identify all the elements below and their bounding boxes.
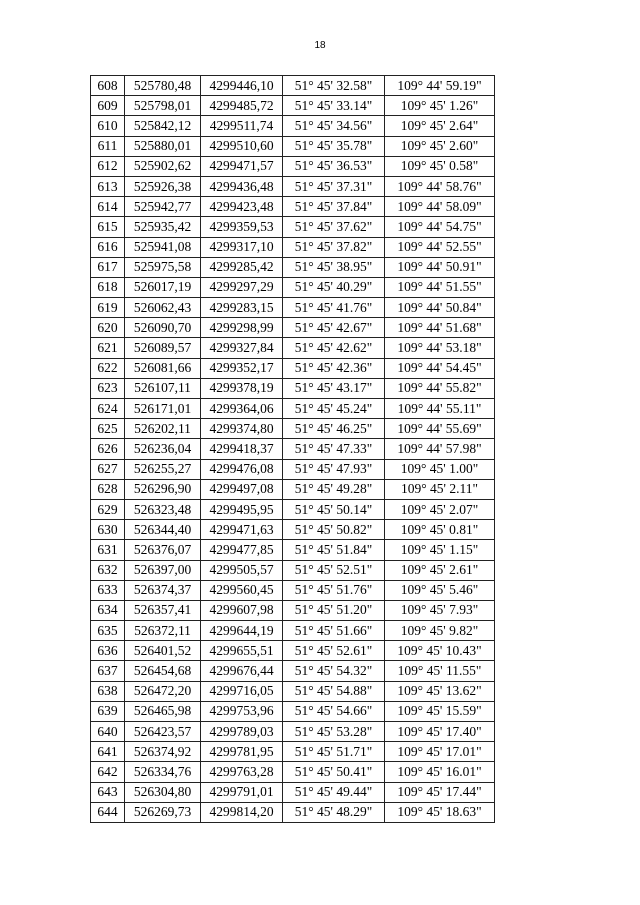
- point-number-cell: 627: [91, 459, 125, 479]
- latitude-cell: 51° 45' 37.62": [283, 217, 385, 237]
- longitude-cell: 109° 45' 0.58": [385, 156, 495, 176]
- latitude-cell: 51° 45' 35.78": [283, 136, 385, 156]
- table-row: [91, 257, 495, 277]
- y-coordinate-cell: 4299789,03: [201, 722, 283, 742]
- longitude-cell: 109° 44' 51.55": [385, 277, 495, 297]
- y-coordinate-cell: 4299352,17: [201, 358, 283, 378]
- table-row: [91, 580, 495, 600]
- latitude-cell: 51° 45' 50.41": [283, 762, 385, 782]
- latitude-cell: 51° 45' 46.25": [283, 419, 385, 439]
- longitude-cell: 109° 45' 18.63": [385, 802, 495, 822]
- point-number-cell: 624: [91, 399, 125, 419]
- point-number-cell: 643: [91, 782, 125, 802]
- y-coordinate-cell: 4299298,99: [201, 318, 283, 338]
- x-coordinate-cell: 526374,37: [125, 580, 201, 600]
- longitude-cell: 109° 45' 15.59": [385, 701, 495, 721]
- table-row: [91, 399, 495, 419]
- latitude-cell: 51° 45' 37.31": [283, 176, 385, 196]
- longitude-cell: 109° 45' 2.64": [385, 116, 495, 136]
- latitude-cell: 51° 45' 51.84": [283, 540, 385, 560]
- point-number-cell: 637: [91, 661, 125, 681]
- y-coordinate-cell: 4299781,95: [201, 742, 283, 762]
- latitude-cell: 51° 45' 53.28": [283, 722, 385, 742]
- longitude-cell: 109° 45' 17.44": [385, 782, 495, 802]
- longitude-cell: 109° 45' 11.55": [385, 661, 495, 681]
- coordinates-table-body: [91, 76, 495, 823]
- y-coordinate-cell: 4299511,74: [201, 116, 283, 136]
- point-number-cell: 623: [91, 378, 125, 398]
- point-number-cell: 619: [91, 298, 125, 318]
- longitude-cell: 109° 44' 50.84": [385, 298, 495, 318]
- table-row: [91, 277, 495, 297]
- point-number-cell: 638: [91, 681, 125, 701]
- y-coordinate-cell: 4299814,20: [201, 802, 283, 822]
- y-coordinate-cell: 4299510,60: [201, 136, 283, 156]
- coordinates-table: [90, 75, 495, 823]
- x-coordinate-cell: 526255,27: [125, 459, 201, 479]
- latitude-cell: 51° 45' 45.24": [283, 399, 385, 419]
- point-number-cell: 629: [91, 499, 125, 519]
- longitude-cell: 109° 44' 52.55": [385, 237, 495, 257]
- y-coordinate-cell: 4299317,10: [201, 237, 283, 257]
- table-row: [91, 621, 495, 641]
- longitude-cell: 109° 45' 1.00": [385, 459, 495, 479]
- latitude-cell: 51° 45' 34.56": [283, 116, 385, 136]
- point-number-cell: 642: [91, 762, 125, 782]
- x-coordinate-cell: 526454,68: [125, 661, 201, 681]
- longitude-cell: 109° 45' 10.43": [385, 641, 495, 661]
- latitude-cell: 51° 45' 48.29": [283, 802, 385, 822]
- latitude-cell: 51° 45' 38.95": [283, 257, 385, 277]
- y-coordinate-cell: 4299791,01: [201, 782, 283, 802]
- latitude-cell: 51° 45' 37.84": [283, 197, 385, 217]
- point-number-cell: 613: [91, 176, 125, 196]
- table-row: [91, 722, 495, 742]
- longitude-cell: 109° 45' 16.01": [385, 762, 495, 782]
- y-coordinate-cell: 4299560,45: [201, 580, 283, 600]
- x-coordinate-cell: 525926,38: [125, 176, 201, 196]
- table-row: [91, 560, 495, 580]
- latitude-cell: 51° 45' 51.66": [283, 621, 385, 641]
- y-coordinate-cell: 4299607,98: [201, 600, 283, 620]
- x-coordinate-cell: 526090,70: [125, 318, 201, 338]
- x-coordinate-cell: 526081,66: [125, 358, 201, 378]
- table-row: [91, 520, 495, 540]
- latitude-cell: 51° 45' 49.44": [283, 782, 385, 802]
- point-number-cell: 641: [91, 742, 125, 762]
- y-coordinate-cell: 4299364,06: [201, 399, 283, 419]
- y-coordinate-cell: 4299676,44: [201, 661, 283, 681]
- table-row: [91, 96, 495, 116]
- point-number-cell: 639: [91, 701, 125, 721]
- x-coordinate-cell: 525798,01: [125, 96, 201, 116]
- table-row: [91, 459, 495, 479]
- table-row: [91, 298, 495, 318]
- x-coordinate-cell: 526017,19: [125, 277, 201, 297]
- point-number-cell: 610: [91, 116, 125, 136]
- longitude-cell: 109° 44' 55.82": [385, 378, 495, 398]
- latitude-cell: 51° 45' 47.93": [283, 459, 385, 479]
- y-coordinate-cell: 4299374,80: [201, 419, 283, 439]
- latitude-cell: 51° 45' 54.32": [283, 661, 385, 681]
- table-row: [91, 762, 495, 782]
- latitude-cell: 51° 45' 40.29": [283, 277, 385, 297]
- longitude-cell: 109° 45' 2.60": [385, 136, 495, 156]
- y-coordinate-cell: 4299716,05: [201, 681, 283, 701]
- y-coordinate-cell: 4299283,15: [201, 298, 283, 318]
- y-coordinate-cell: 4299471,63: [201, 520, 283, 540]
- y-coordinate-cell: 4299753,96: [201, 701, 283, 721]
- x-coordinate-cell: 525935,42: [125, 217, 201, 237]
- table-row: [91, 378, 495, 398]
- longitude-cell: 109° 44' 54.45": [385, 358, 495, 378]
- table-row: [91, 116, 495, 136]
- table-row: [91, 439, 495, 459]
- x-coordinate-cell: 526296,90: [125, 479, 201, 499]
- latitude-cell: 51° 45' 51.76": [283, 580, 385, 600]
- table-row: [91, 76, 495, 96]
- y-coordinate-cell: 4299655,51: [201, 641, 283, 661]
- point-number-cell: 616: [91, 237, 125, 257]
- table-row: [91, 318, 495, 338]
- x-coordinate-cell: 525880,01: [125, 136, 201, 156]
- y-coordinate-cell: 4299446,10: [201, 76, 283, 96]
- y-coordinate-cell: 4299477,85: [201, 540, 283, 560]
- point-number-cell: 617: [91, 257, 125, 277]
- latitude-cell: 51° 45' 43.17": [283, 378, 385, 398]
- x-coordinate-cell: 526376,07: [125, 540, 201, 560]
- y-coordinate-cell: 4299285,42: [201, 257, 283, 277]
- longitude-cell: 109° 45' 2.07": [385, 499, 495, 519]
- point-number-cell: 635: [91, 621, 125, 641]
- point-number-cell: 621: [91, 338, 125, 358]
- x-coordinate-cell: 526334,76: [125, 762, 201, 782]
- y-coordinate-cell: 4299359,53: [201, 217, 283, 237]
- longitude-cell: 109° 44' 57.98": [385, 439, 495, 459]
- longitude-cell: 109° 45' 13.62": [385, 681, 495, 701]
- latitude-cell: 51° 45' 51.71": [283, 742, 385, 762]
- point-number-cell: 611: [91, 136, 125, 156]
- y-coordinate-cell: 4299495,95: [201, 499, 283, 519]
- x-coordinate-cell: 526062,43: [125, 298, 201, 318]
- longitude-cell: 109° 45' 5.46": [385, 580, 495, 600]
- latitude-cell: 51° 45' 42.62": [283, 338, 385, 358]
- y-coordinate-cell: 4299763,28: [201, 762, 283, 782]
- table-row: [91, 176, 495, 196]
- y-coordinate-cell: 4299297,29: [201, 277, 283, 297]
- point-number-cell: 608: [91, 76, 125, 96]
- x-coordinate-cell: 526269,73: [125, 802, 201, 822]
- y-coordinate-cell: 4299418,37: [201, 439, 283, 459]
- latitude-cell: 51° 45' 52.51": [283, 560, 385, 580]
- longitude-cell: 109° 44' 58.09": [385, 197, 495, 217]
- y-coordinate-cell: 4299436,48: [201, 176, 283, 196]
- latitude-cell: 51° 45' 32.58": [283, 76, 385, 96]
- longitude-cell: 109° 45' 0.81": [385, 520, 495, 540]
- x-coordinate-cell: 525942,77: [125, 197, 201, 217]
- longitude-cell: 109° 45' 2.11": [385, 479, 495, 499]
- y-coordinate-cell: 4299378,19: [201, 378, 283, 398]
- x-coordinate-cell: 525780,48: [125, 76, 201, 96]
- point-number-cell: 640: [91, 722, 125, 742]
- x-coordinate-cell: 525902,62: [125, 156, 201, 176]
- x-coordinate-cell: 526472,20: [125, 681, 201, 701]
- table-row: [91, 358, 495, 378]
- latitude-cell: 51° 45' 37.82": [283, 237, 385, 257]
- point-number-cell: 644: [91, 802, 125, 822]
- point-number-cell: 625: [91, 419, 125, 439]
- latitude-cell: 51° 45' 42.36": [283, 358, 385, 378]
- table-row: [91, 782, 495, 802]
- x-coordinate-cell: 526401,52: [125, 641, 201, 661]
- table-row: [91, 681, 495, 701]
- x-coordinate-cell: 526357,41: [125, 600, 201, 620]
- table-row: [91, 217, 495, 237]
- longitude-cell: 109° 44' 55.69": [385, 419, 495, 439]
- x-coordinate-cell: 526171,01: [125, 399, 201, 419]
- point-number-cell: 618: [91, 277, 125, 297]
- longitude-cell: 109° 44' 51.68": [385, 318, 495, 338]
- latitude-cell: 51° 45' 42.67": [283, 318, 385, 338]
- x-coordinate-cell: 526397,00: [125, 560, 201, 580]
- longitude-cell: 109° 45' 2.61": [385, 560, 495, 580]
- longitude-cell: 109° 45' 1.15": [385, 540, 495, 560]
- latitude-cell: 51° 45' 47.33": [283, 439, 385, 459]
- longitude-cell: 109° 45' 17.40": [385, 722, 495, 742]
- table-row: [91, 156, 495, 176]
- point-number-cell: 609: [91, 96, 125, 116]
- longitude-cell: 109° 44' 50.91": [385, 257, 495, 277]
- latitude-cell: 51° 45' 51.20": [283, 600, 385, 620]
- longitude-cell: 109° 44' 59.19": [385, 76, 495, 96]
- x-coordinate-cell: 526423,57: [125, 722, 201, 742]
- y-coordinate-cell: 4299423,48: [201, 197, 283, 217]
- latitude-cell: 51° 45' 36.53": [283, 156, 385, 176]
- longitude-cell: 109° 44' 55.11": [385, 399, 495, 419]
- table-row: [91, 136, 495, 156]
- x-coordinate-cell: 526344,40: [125, 520, 201, 540]
- table-row: [91, 419, 495, 439]
- latitude-cell: 51° 45' 52.61": [283, 641, 385, 661]
- longitude-cell: 109° 45' 1.26": [385, 96, 495, 116]
- table-row: [91, 540, 495, 560]
- point-number-cell: 636: [91, 641, 125, 661]
- y-coordinate-cell: 4299497,08: [201, 479, 283, 499]
- point-number-cell: 612: [91, 156, 125, 176]
- table-row: [91, 237, 495, 257]
- y-coordinate-cell: 4299476,08: [201, 459, 283, 479]
- longitude-cell: 109° 44' 54.75": [385, 217, 495, 237]
- table-row: [91, 197, 495, 217]
- latitude-cell: 51° 45' 41.76": [283, 298, 385, 318]
- latitude-cell: 51° 45' 49.28": [283, 479, 385, 499]
- latitude-cell: 51° 45' 50.82": [283, 520, 385, 540]
- latitude-cell: 51° 45' 50.14": [283, 499, 385, 519]
- table-row: [91, 661, 495, 681]
- point-number-cell: 633: [91, 580, 125, 600]
- point-number-cell: 615: [91, 217, 125, 237]
- latitude-cell: 51° 45' 54.66": [283, 701, 385, 721]
- y-coordinate-cell: 4299485,72: [201, 96, 283, 116]
- y-coordinate-cell: 4299471,57: [201, 156, 283, 176]
- x-coordinate-cell: 525842,12: [125, 116, 201, 136]
- x-coordinate-cell: 526304,80: [125, 782, 201, 802]
- x-coordinate-cell: 526107,11: [125, 378, 201, 398]
- page-number: 18: [314, 40, 326, 51]
- table-row: [91, 499, 495, 519]
- table-row: [91, 479, 495, 499]
- latitude-cell: 51° 45' 33.14": [283, 96, 385, 116]
- longitude-cell: 109° 45' 9.82": [385, 621, 495, 641]
- y-coordinate-cell: 4299644,19: [201, 621, 283, 641]
- table-row: [91, 338, 495, 358]
- table-row: [91, 742, 495, 762]
- x-coordinate-cell: 526465,98: [125, 701, 201, 721]
- point-number-cell: 628: [91, 479, 125, 499]
- x-coordinate-cell: 526372,11: [125, 621, 201, 641]
- table-row: [91, 641, 495, 661]
- point-number-cell: 614: [91, 197, 125, 217]
- x-coordinate-cell: 526236,04: [125, 439, 201, 459]
- table-row: [91, 701, 495, 721]
- longitude-cell: 109° 45' 17.01": [385, 742, 495, 762]
- longitude-cell: 109° 44' 58.76": [385, 176, 495, 196]
- point-number-cell: 620: [91, 318, 125, 338]
- point-number-cell: 632: [91, 560, 125, 580]
- y-coordinate-cell: 4299505,57: [201, 560, 283, 580]
- x-coordinate-cell: 525975,58: [125, 257, 201, 277]
- x-coordinate-cell: 526202,11: [125, 419, 201, 439]
- point-number-cell: 631: [91, 540, 125, 560]
- point-number-cell: 626: [91, 439, 125, 459]
- x-coordinate-cell: 526089,57: [125, 338, 201, 358]
- y-coordinate-cell: 4299327,84: [201, 338, 283, 358]
- table-row: [91, 802, 495, 822]
- latitude-cell: 51° 45' 54.88": [283, 681, 385, 701]
- point-number-cell: 630: [91, 520, 125, 540]
- x-coordinate-cell: 525941,08: [125, 237, 201, 257]
- longitude-cell: 109° 45' 7.93": [385, 600, 495, 620]
- table-row: [91, 600, 495, 620]
- point-number-cell: 622: [91, 358, 125, 378]
- x-coordinate-cell: 526374,92: [125, 742, 201, 762]
- x-coordinate-cell: 526323,48: [125, 499, 201, 519]
- point-number-cell: 634: [91, 600, 125, 620]
- longitude-cell: 109° 44' 53.18": [385, 338, 495, 358]
